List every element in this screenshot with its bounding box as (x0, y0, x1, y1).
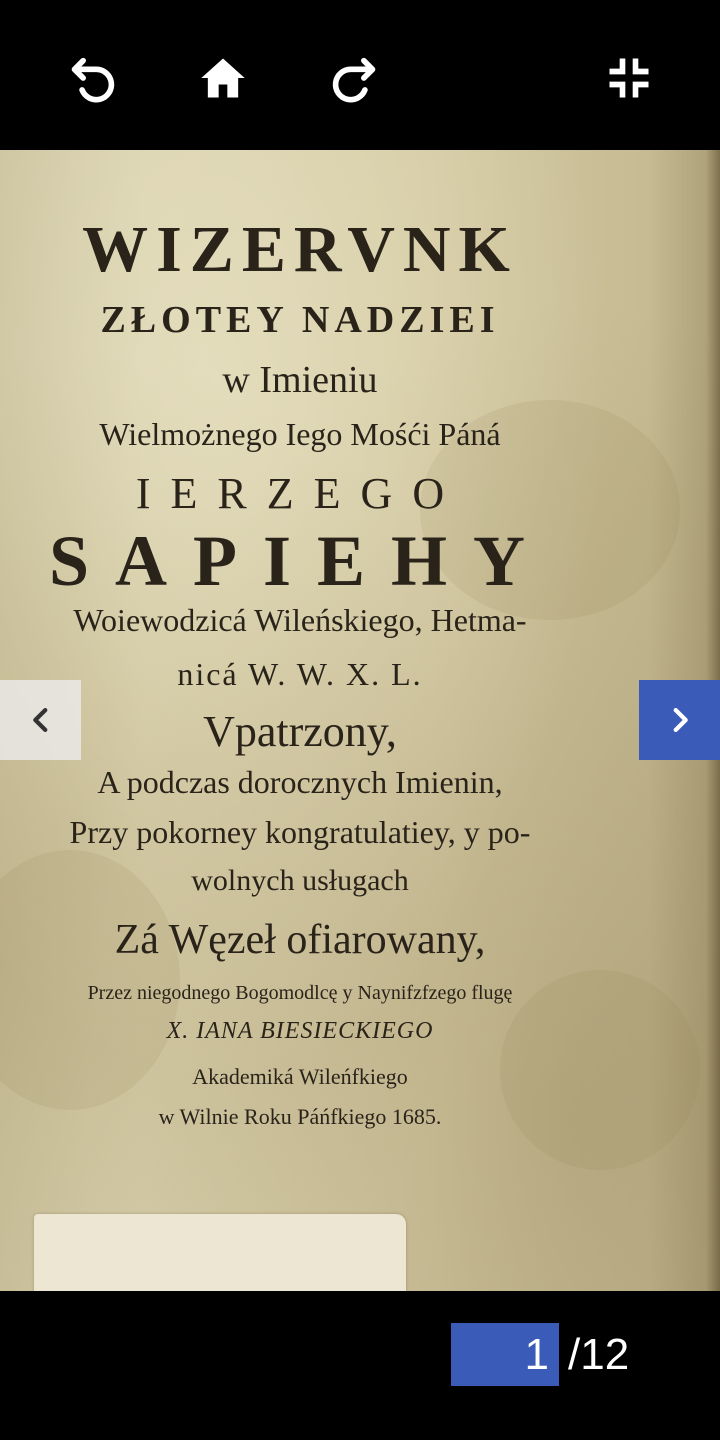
chevron-left-icon (24, 703, 58, 737)
chevron-right-icon (663, 703, 697, 737)
home-icon (197, 52, 249, 104)
text-line: wolnych usługach (191, 864, 409, 897)
collapse-fullscreen-icon (603, 52, 655, 104)
author-name-line: X. IANA BIESIECKIEGO (166, 1018, 434, 1044)
text-line: Przy pokorney kongratulatiey, y po- (69, 814, 531, 850)
paper-label-patch (34, 1214, 406, 1291)
title-line: WIZERVNK (82, 213, 518, 286)
home-button[interactable] (195, 50, 251, 106)
rotate-ccw-icon (68, 52, 120, 104)
previous-page-button[interactable] (0, 680, 81, 760)
affiliation-line: Akademiká Wileńfkiego (192, 1064, 408, 1089)
text-line: nicá W. W. X. L. (177, 656, 423, 692)
document-page[interactable] (0, 150, 720, 1291)
text-line: Woiewodzicá Wileńskiego, Hetma- (73, 602, 527, 638)
subtitle-line: ZŁOTEY NADZIEI (100, 299, 500, 341)
rotate-cw-icon (327, 52, 379, 104)
top-toolbar (0, 0, 720, 150)
text-line: Zá Węzeł ofiarowany, (114, 917, 486, 963)
rotate-right-button[interactable] (325, 50, 381, 106)
author-line: Przez niegodnego Bogomodlcę y Naynifzfzego flugę (87, 982, 513, 1004)
text-line: w Imieniu (222, 359, 378, 401)
name-line: IERZEGO (135, 469, 465, 518)
text-line: Wielmożnego Iego Mośći Páná (99, 416, 501, 452)
surname-line: SAPIEHY (48, 521, 552, 601)
text-line: A podczas dorocznych Imienin, (97, 764, 503, 800)
total-pages-label: /12 (568, 1330, 630, 1379)
current-page-input[interactable]: 1 (451, 1323, 559, 1386)
exit-fullscreen-button[interactable] (601, 50, 657, 106)
imprint-line: w Wilnie Roku Páńfkiego 1685. (158, 1104, 442, 1129)
next-page-button[interactable] (639, 680, 720, 760)
rotate-left-button[interactable] (66, 50, 122, 106)
text-line: Vpatrzony, (203, 707, 397, 756)
